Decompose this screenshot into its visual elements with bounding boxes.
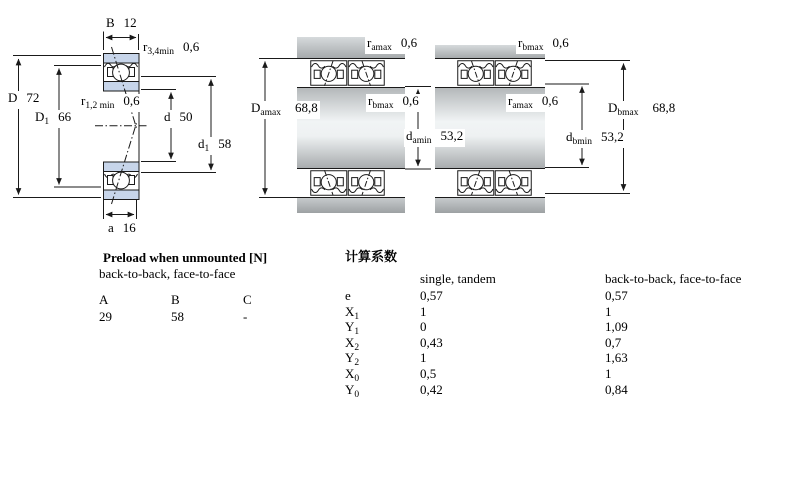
preload-col-header: B xyxy=(171,292,180,307)
dim-label-a: a 16 xyxy=(106,221,138,239)
factor-value: 1 xyxy=(420,350,427,366)
dim-label-rbmax-b: $r_{bmax}$ 0,6 xyxy=(518,35,569,53)
dim-label-dbmin: $d_{bmin}$ 53,2 xyxy=(566,129,624,147)
dim-label-r34min: $r_{3,4min}$ 0,6 xyxy=(143,39,200,57)
mounted-pair-drawing-a xyxy=(259,37,431,213)
factor-value: 1 xyxy=(420,303,427,319)
preload-table xyxy=(99,250,315,325)
dim-label-d1: $d_1$ 58 xyxy=(198,136,232,154)
preload-value: - xyxy=(243,308,248,324)
dim-label-Damax: $D_{amax}$ 68,8 xyxy=(251,100,318,118)
factor-value: 1,09 xyxy=(605,319,628,335)
dim-label-d: d 50 xyxy=(162,110,195,128)
dim-label-D: D 72 xyxy=(6,91,41,109)
factor-value: 0 xyxy=(420,319,427,335)
factor-label: $Y_2$ xyxy=(345,350,360,369)
dim-label-ramax-a: $r_{amax}$ 0,6 xyxy=(367,35,418,53)
dim-label-ramax-b: $r_{amax}$ 0,6 xyxy=(508,93,559,111)
dim-label-width-B: B 12 xyxy=(104,16,139,34)
factor-label: $X_2$ xyxy=(345,334,360,353)
factor-label: $X_0$ xyxy=(345,365,360,384)
dim-label-D1: $D_1$ 66 xyxy=(35,109,72,127)
factor-label: $Y_1$ xyxy=(345,319,360,338)
factor-value: 0,43 xyxy=(420,334,443,350)
factor-value: 0,42 xyxy=(420,381,443,397)
dim-label-Dbmax: $D_{bmax}$ 68,8 xyxy=(608,100,676,118)
dim-label-r12min: $r_{1,2 min}$ 0,6 xyxy=(81,93,140,111)
preload-subtitle: back-to-back, face-to-face xyxy=(99,266,236,281)
factors-col-paired: back-to-back, face-to-face xyxy=(605,271,742,286)
dim-label-damin: $d_{amin}$ 53,2 xyxy=(406,128,464,146)
factor-value: 0,5 xyxy=(420,365,437,381)
factor-value: 1 xyxy=(605,365,612,381)
factor-value: 0,7 xyxy=(605,334,622,350)
preload-value: 29 xyxy=(99,308,112,324)
factor-value: 0,57 xyxy=(605,288,628,303)
factor-value: 0,84 xyxy=(605,381,628,397)
calculation-factors-table xyxy=(345,250,800,400)
factors-corner-cell xyxy=(345,270,420,288)
preload-col-header: A xyxy=(99,292,109,307)
factor-label: e xyxy=(345,288,351,303)
factor-label: $X_1$ xyxy=(345,303,360,322)
preload-value: 58 xyxy=(171,308,184,324)
dim-label-rbmax-a: $r_{bmax}$ 0,6 xyxy=(368,93,419,111)
preload-col-header: C xyxy=(243,292,252,307)
preload-title: Preload when unmounted [N] xyxy=(103,250,268,265)
factor-value: 1,63 xyxy=(605,350,628,366)
factors-col-single: single, tandem xyxy=(420,271,496,286)
factor-value: 1 xyxy=(605,303,612,319)
factor-label: $Y_0$ xyxy=(345,381,360,400)
factor-value: 0,57 xyxy=(420,288,443,303)
factors-title: 计算系数 xyxy=(345,250,398,265)
